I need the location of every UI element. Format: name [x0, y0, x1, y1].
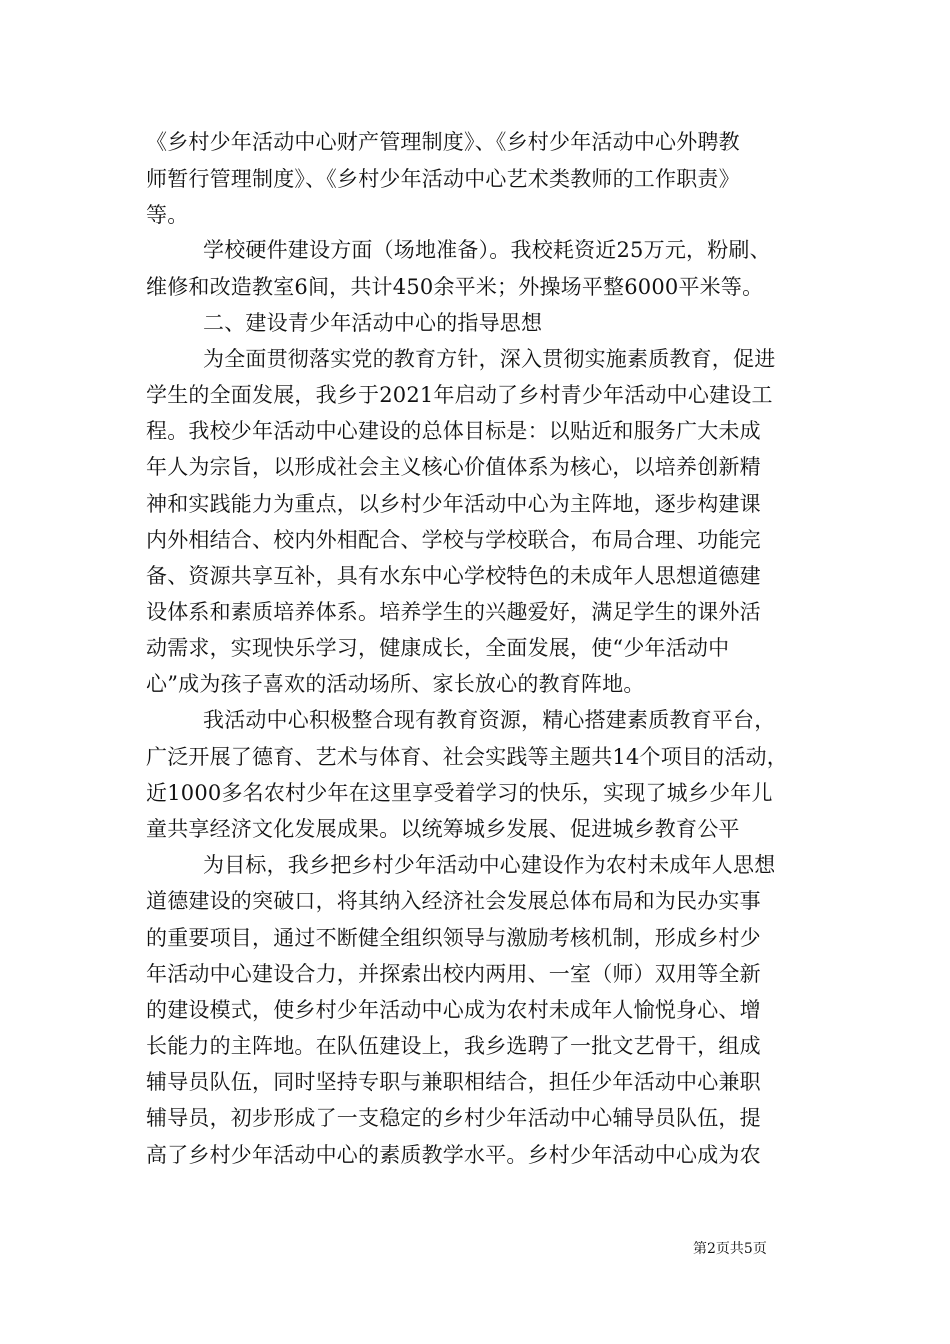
body-text-line: 等。: [146, 203, 189, 227]
page-number-footer: 第2页共5页: [693, 1241, 767, 1257]
body-text-line: 设体系和素质培养体系。培养学生的兴趣爱好，满足学生的课外活: [146, 600, 761, 624]
body-text-line: 学生的全面发展，我乡于2021年启动了乡村青少年活动中心建设工: [146, 383, 773, 407]
body-text-line: 长能力的主阵地。在队伍建设上，我乡选聘了一批文艺骨干，组成: [146, 1034, 761, 1058]
body-text-line: 的建设模式，使乡村少年活动中心成为农村未成年人愉悦身心、增: [146, 998, 761, 1022]
body-text-line: 我活动中心积极整合现有教育资源，精心搭建素质教育平台，: [203, 708, 776, 732]
body-text-line: 学校硬件建设方面（场地准备）。我校耗资近25万元，粉刷、: [203, 238, 771, 262]
body-text-line: 近1000多名农村少年在这里享受着学习的快乐，实现了城乡少年儿: [146, 781, 773, 805]
body-text-line: 童共享经济文化发展成果。以统筹城乡发展、促进城乡教育公平: [146, 817, 740, 841]
body-text-line: 程。我校少年活动中心建设的总体目标是：以贴近和服务广大未成: [146, 419, 761, 443]
body-text-line: 动需求，实现快乐学习，健康成长，全面发展，使“少年活动中: [146, 636, 730, 660]
body-text-line: 的重要项目，通过不断健全组织领导与激励考核机制，形成乡村少: [146, 926, 761, 950]
body-text-line: 神和实践能力为重点，以乡村少年活动中心为主阵地，逐步构建课: [146, 492, 761, 516]
body-text-line: 师暂行管理制度》、《乡村少年活动中心艺术类教师的工作职责》: [146, 167, 740, 191]
body-text-line: 为全面贯彻落实党的教育方针，深入贯彻实施素质教育，促进: [203, 347, 776, 371]
body-text-line: 心”成为孩子喜欢的活动场所、家长放心的教育阵地。: [146, 672, 645, 696]
body-text-line: 年活动中心建设合力，并探索出校内两用、一室（师）双用等全新: [146, 962, 761, 986]
body-text-line: 内外相结合、校内外相配合、学校与学校联合，布局合理、功能完: [146, 528, 761, 552]
body-text-line: 年人为宗旨，以形成社会主义核心价值体系为核心，以培养创新精: [146, 455, 761, 479]
section-heading: 二、建设青少年活动中心的指导思想: [203, 311, 543, 335]
body-text-line: 高了乡村少年活动中心的素质教学水平。乡村少年活动中心成为农: [146, 1143, 761, 1167]
body-text-line: 备、资源共享互补，具有水东中心学校特色的未成年人思想道德建: [146, 564, 761, 588]
body-text-line: 广泛开展了德育、艺术与体育、社会实践等主题共14个项目的活动，: [146, 745, 788, 769]
body-text-line: 为目标，我乡把乡村少年活动中心建设作为农村未成年人思想: [203, 853, 776, 877]
body-text-line: 道德建设的突破口，将其纳入经济社会发展总体布局和为民办实事: [146, 889, 761, 913]
body-text-line: 《乡村少年活动中心财产管理制度》、《乡村少年活动中心外聘教: [146, 130, 740, 154]
body-text-line: 辅导员队伍，同时坚持专职与兼职相结合，担任少年活动中心兼职: [146, 1070, 761, 1094]
body-text-line: 维修和改造教室6间，共计450余平米；外操场平整6000平米等。: [146, 275, 764, 299]
body-text-line: 辅导员，初步形成了一支稳定的乡村少年活动中心辅导员队伍，提: [146, 1106, 761, 1130]
